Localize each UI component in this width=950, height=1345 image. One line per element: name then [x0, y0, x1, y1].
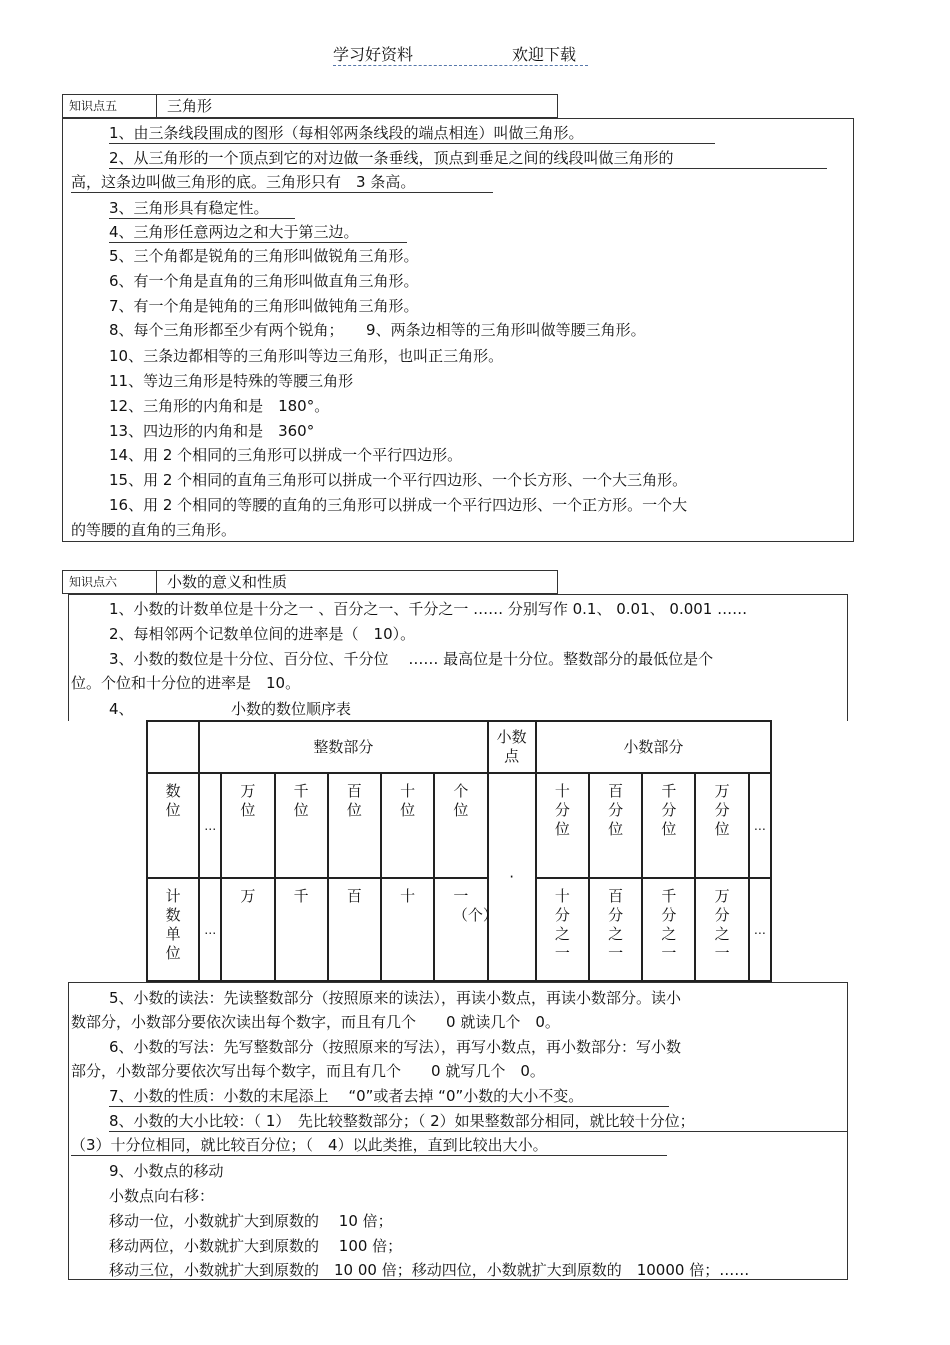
- unit-cell: 十: [381, 878, 434, 981]
- s5-line-3: 高，这条边叫做三角形的底。三角形只有 3 条高。: [71, 172, 493, 193]
- header-right-text: 欢迎下载: [512, 45, 577, 64]
- s5-line-6: 5、三个角都是锐角的三角形叫做锐角三角形。: [109, 247, 419, 265]
- s6-line-13: 9、小数点的移动: [109, 1162, 224, 1180]
- s6-line-2: 2、每相邻两个记数单位间的进率是（ 10）。: [109, 625, 416, 643]
- s5-line-7: 6、有一个角是直角的三角形叫做直角三角形。: [109, 272, 419, 290]
- s6-line-5: 4、 小数的数位顺序表: [109, 700, 352, 718]
- unit-cell: 万: [221, 878, 274, 981]
- place-cell: 十分位: [536, 773, 589, 878]
- place-cell: 万位: [221, 773, 274, 878]
- header-dashed-line: [333, 65, 588, 66]
- s6-line-4: 位。个位和十分位的进率是 10。: [71, 674, 301, 692]
- s5-line-11: 11、等边三角形是特殊的等腰三角形: [109, 372, 354, 390]
- unit-cell: 千分之一: [642, 878, 695, 981]
- s6-line-14: 小数点向右移：: [109, 1187, 215, 1205]
- s5-line-9: 8、每个三角形都至少有两个锐角； 9、两条边相等的三角形叫做等腰三角形。: [109, 321, 646, 339]
- section6-bottom-box: [68, 982, 848, 1280]
- unit-cell: 百: [328, 878, 381, 981]
- place-cell: 百分位: [589, 773, 642, 878]
- corner-cell: [147, 721, 199, 773]
- s6-line-12: （3）十分位相同，就比较百分位；（ 4）以此类推，直到比较出大小。: [71, 1135, 667, 1156]
- s5-line-17: 的等腰的直角的三角形。: [71, 521, 237, 539]
- place-cell: 千分位: [642, 773, 695, 878]
- s5-line-15: 15、用 2 个相同的直角三角形可以拼成一个平行四边形、一个长方形、一个大三角形。: [109, 471, 688, 489]
- page-header: [0, 40, 950, 70]
- section6-tag: [62, 570, 558, 594]
- s5-line-1: 1、由三条线段围成的图形（每相邻两条线段的端点相连）叫做三角形。: [109, 123, 715, 144]
- section6-top-box: [68, 594, 848, 721]
- s5-line-13: 13、四边形的内角和是 360°: [109, 422, 315, 440]
- s6-line-17: 移动三位，小数就扩大到原数的 10 00 倍；移动四位，小数就扩大到原数的 10000 倍；……: [109, 1261, 750, 1279]
- s6-line-6: 5、小数的读法：先读整数部分（按照原来的读法），再读小数点，再读小数部分。读小: [109, 989, 682, 1007]
- unit-cell: 一（个）: [434, 878, 487, 981]
- s5-line-10: 10、三条边都相等的三角形叫等边三角形，也叫正三角形。: [109, 347, 504, 365]
- s5-line-16: 16、用 2 个相同的等腰的直角的三角形可以拼成一个平行四边形、一个正方形。一个大: [109, 496, 688, 514]
- s6-line-3: 3、小数的数位是十分位、百分位、千分位 …… 最高位是十分位。整数部分的最低位是个: [109, 650, 714, 668]
- dots-left: …: [199, 878, 221, 981]
- decimal-place-table: [146, 720, 772, 982]
- s6-line-7: 数部分，小数部分要依次读出每个数字，而且有几个 0 就读几个 0。: [71, 1013, 560, 1031]
- dots-left: …: [199, 773, 221, 878]
- s6-line-10: 7、小数的性质：小数的末尾添上 “0”或者去掉 “0”小数的大小不变。: [109, 1086, 669, 1107]
- s6-line-16: 移动两位，小数就扩大到原数的 100 倍；: [109, 1237, 403, 1255]
- s5-line-14: 14、用 2 个相同的三角形可以拼成一个平行四边形。: [109, 446, 463, 464]
- section6-label: 知识点六: [63, 571, 157, 593]
- unit-cell: 百分之一: [589, 878, 642, 981]
- section5-tag: [62, 94, 558, 118]
- unit-cell: 十分之一: [536, 878, 589, 981]
- row-label-places: 数位: [147, 773, 199, 878]
- dots-right: …: [749, 773, 771, 878]
- s5-line-4: 3、三角形具有稳定性。: [109, 198, 295, 219]
- decimal-point-header: 小数点: [488, 721, 536, 773]
- s5-line-12: 12、三角形的内角和是 180°。: [109, 397, 330, 415]
- s5-line-8: 7、有一个角是钝角的三角形叫做钝角三角形。: [109, 297, 419, 315]
- header-left-text: 学习好资料: [333, 45, 414, 64]
- table-row-units: [147, 878, 771, 981]
- s6-line-15: 移动一位，小数就扩大到原数的 10 倍；: [109, 1212, 393, 1230]
- section5-label: 知识点五: [63, 95, 157, 117]
- place-cell: 十位: [381, 773, 434, 878]
- integer-part-header: 整数部分: [199, 721, 487, 773]
- unit-cell: 万分之一: [695, 878, 748, 981]
- place-cell: 千位: [275, 773, 328, 878]
- s6-line-8: 6、小数的写法：先写整数部分（按照原来的写法），再写小数点，再小数部分：写小数: [109, 1038, 682, 1056]
- s6-line-9: 部分，小数部分要依次写出每个数字，而且有几个 0 就写几个 0。: [71, 1062, 545, 1080]
- unit-cell: 千: [275, 878, 328, 981]
- s6-line-11: 8、小数的大小比较：（ 1） 先比较整数部分；（ 2）如果整数部分相同，就比较十分位；: [109, 1111, 847, 1132]
- row-label-units: 计数单位: [147, 878, 199, 981]
- section5-box: [62, 118, 854, 542]
- section5-title: 三角形: [167, 97, 213, 115]
- section6-title: 小数的意义和性质: [167, 573, 288, 591]
- place-cell: 个位: [434, 773, 487, 878]
- decimal-point-cell: ·: [488, 773, 536, 981]
- place-cell: 百位: [328, 773, 381, 878]
- table-header-row: [147, 721, 771, 773]
- s5-line-2: 2、从三角形的一个顶点到它的对边做一条垂线，顶点到垂足之间的线段叫做三角形的: [109, 148, 827, 169]
- decimal-part-header: 小数部分: [536, 721, 771, 773]
- dots-right: …: [749, 878, 771, 981]
- place-cell: 万分位: [695, 773, 748, 878]
- s5-line-5: 4、三角形任意两边之和大于第三边。: [109, 222, 407, 243]
- table-row-places: [147, 773, 771, 878]
- s6-line-1: 1、小数的计数单位是十分之一 、百分之一、千分之一 …… 分别写作 0.1、 0.01、 0.001 ……: [109, 600, 748, 618]
